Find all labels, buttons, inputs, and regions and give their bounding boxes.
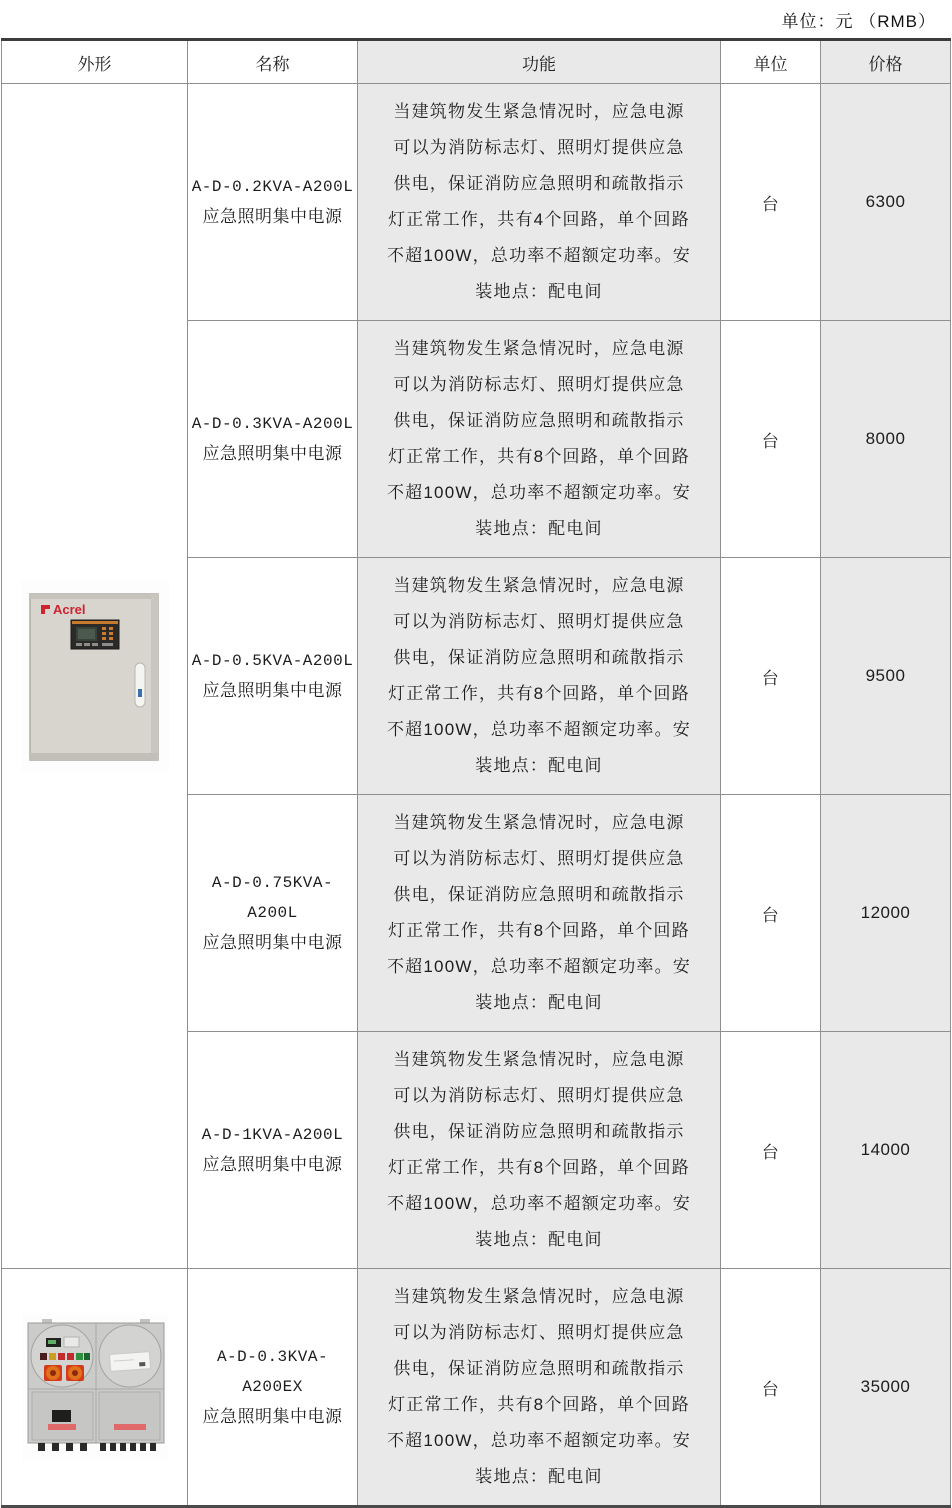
product-category: 应急照明集中电源 — [202, 1155, 343, 1174]
product-model: A-D-0.75KVA-A200L — [211, 874, 334, 922]
table-row — [2, 84, 951, 321]
function-cell — [358, 558, 721, 795]
price-cell: 8000 — [821, 321, 951, 558]
name-cell — [188, 1032, 358, 1269]
function-text: 当建筑物发生紧急情况时，应急电源可以为消防标志灯、照明灯提供应急供电，保证消防应急照明和疏散指示灯正常工作，共有8个回路，单个回路不超100W，总功率不超额定功率。安装地点：配电间 — [386, 813, 691, 1012]
acrel-logo-text: Acrel — [52, 602, 86, 617]
door-handle — [135, 663, 145, 707]
product-category: 应急照明集中电源 — [202, 1407, 343, 1426]
function-text: 当建筑物发生紧急情况时，应急电源可以为消防标志灯、照明灯提供应急供电，保证消防应急照明和疏散指示灯正常工作，共有4个回路，单个回路不超100W，总功率不超额定功率。安装地点：配电间 — [386, 102, 691, 301]
function-text: 当建筑物发生紧急情况时，应急电源可以为消防标志灯、照明灯提供应急供电，保证消防应急照明和疏散指示灯正常工作，共有8个回路，单个回路不超100W，总功率不超额定功率。安装地点：配电间 — [386, 576, 691, 775]
product-price-table — [1, 38, 951, 1508]
header-price: 价格 — [821, 40, 951, 84]
price-cell: 6300 — [821, 84, 951, 321]
product-category: 应急照明集中电源 — [202, 207, 343, 226]
control-panel — [71, 620, 119, 649]
function-cell — [358, 1269, 721, 1507]
header-row — [2, 40, 951, 84]
name-cell — [188, 1269, 358, 1507]
header-appearance: 外形 — [2, 40, 188, 84]
product-model: A-D-0.5KVA-A200L — [191, 652, 354, 670]
ex-label-plate — [109, 1352, 150, 1372]
function-cell — [358, 84, 721, 321]
unit-cell: 台 — [721, 84, 821, 321]
product-model: A-D-0.3KVA-A200EX — [216, 1348, 329, 1396]
product-model: A-D-0.3KVA-A200L — [191, 415, 354, 433]
price-cell: 35000 — [821, 1269, 951, 1507]
header-unit: 单位 — [721, 40, 821, 84]
unit-cell: 台 — [721, 1032, 821, 1269]
function-text: 当建筑物发生紧急情况时，应急电源可以为消防标志灯、照明灯提供应急供电，保证消防应急照明和疏散指示灯正常工作，共有8个回路，单个回路不超100W，总功率不超额定功率。安装地点：配电间 — [386, 1050, 691, 1249]
name-cell — [188, 558, 358, 795]
unit-cell: 台 — [721, 558, 821, 795]
product-category: 应急照明集中电源 — [202, 681, 343, 700]
ex-cabinet-image — [22, 1313, 168, 1461]
cabinet-product-photo — [2, 581, 187, 771]
table-row — [2, 1269, 951, 1507]
name-cell — [188, 321, 358, 558]
name-cell — [188, 795, 358, 1032]
product-category: 应急照明集中电源 — [202, 444, 343, 463]
unit-cell: 台 — [721, 1269, 821, 1507]
price-cell: 14000 — [821, 1032, 951, 1269]
function-cell — [358, 1032, 721, 1269]
appearance-cell-cabinet — [2, 84, 188, 1269]
product-category: 应急照明集中电源 — [202, 933, 343, 952]
product-model: A-D-0.2KVA-A200L — [191, 178, 354, 196]
function-text: 当建筑物发生紧急情况时，应急电源可以为消防标志灯、照明灯提供应急供电，保证消防应急照明和疏散指示灯正常工作，共有8个回路，单个回路不超100W，总功率不超额定功率。安装地点：配电间 — [386, 339, 691, 538]
price-cell: 12000 — [821, 795, 951, 1032]
header-function: 功能 — [358, 40, 721, 84]
function-cell — [358, 321, 721, 558]
header-name: 名称 — [188, 40, 358, 84]
ex-cabinet-product-photo — [2, 1313, 187, 1461]
name-cell — [188, 84, 358, 321]
unit-cell: 台 — [721, 321, 821, 558]
cabinet-image — [21, 581, 169, 771]
appearance-cell-ex-cabinet — [2, 1269, 188, 1507]
product-model: A-D-1KVA-A200L — [201, 1126, 344, 1144]
function-cell — [358, 795, 721, 1032]
currency-unit-note: 单位：元 （RMB） — [781, 12, 936, 31]
price-cell: 9500 — [821, 558, 951, 795]
unit-cell: 台 — [721, 795, 821, 1032]
function-text: 当建筑物发生紧急情况时，应急电源可以为消防标志灯、照明灯提供应急供电，保证消防应急照明和疏散指示灯正常工作，共有8个回路，单个回路不超100W，总功率不超额定功率。安装地点：配电间 — [386, 1287, 691, 1486]
